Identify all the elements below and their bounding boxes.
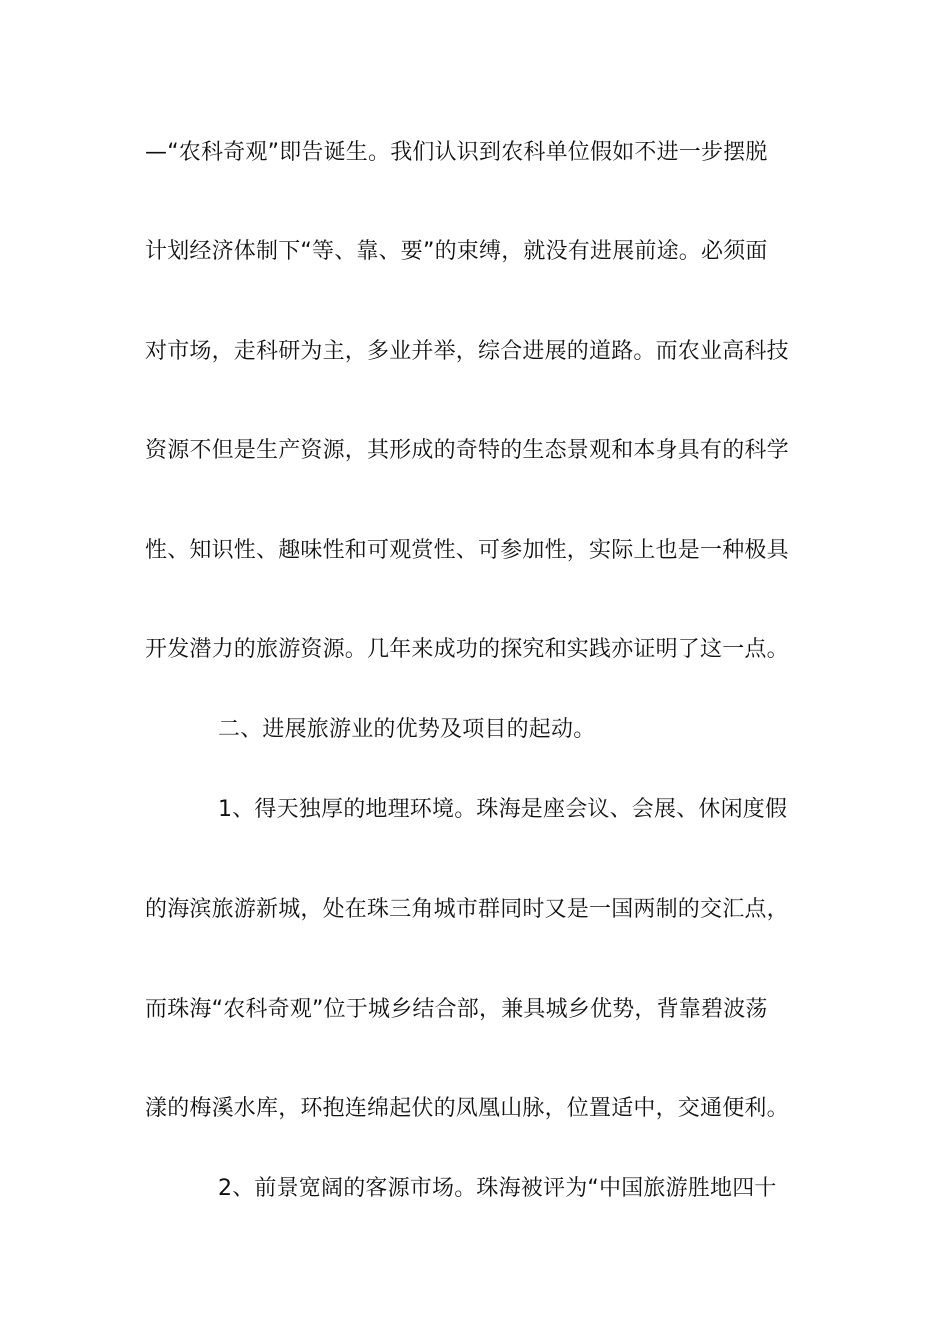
- list-item-heading: 2、前景宽阔的客源市场。珠海被评为“中国旅游胜地四十: [218, 1176, 777, 1201]
- paragraph-line: 计划经济体制下“等、靠、要”的束缚，就没有进展前途。必须面: [145, 239, 768, 264]
- paragraph-line: 而珠海“农科奇观”位于城乡结合部，兼具城乡优势，背靠碧波荡: [145, 997, 768, 1022]
- list-item-heading: 1、得天独厚的地理环境。珠海是座会议、会展、休闲度假: [218, 797, 788, 822]
- paragraph-line: 漾的梅溪水库，环抱连绵起伏的凤凰山脉，位置适中，交通便利。: [145, 1096, 789, 1121]
- section-heading: 二、进展旅游业的优势及项目的起动。: [218, 717, 596, 742]
- paragraph-line: 性、知识性、趣味性和可观赏性、可参加性，实际上也是一种极具: [145, 538, 789, 563]
- paragraph-line: 开发潜力的旅游资源。几年来成功的探究和实践亦证明了这一点。: [145, 637, 789, 662]
- paragraph-line: 资源不但是生产资源，其形成的奇特的生态景观和本身具有的科学: [145, 438, 789, 463]
- paragraph-line: 对市场，走科研为主，多业并举，综合进展的道路。而农业高科技: [145, 339, 789, 364]
- paragraph-line: 的海滨旅游新城，处在珠三角城市群同时又是一国两制的交汇点，: [145, 897, 789, 922]
- paragraph-line: —“农科奇观”即告诞生。我们认识到农科单位假如不进一步摆脱: [145, 140, 768, 165]
